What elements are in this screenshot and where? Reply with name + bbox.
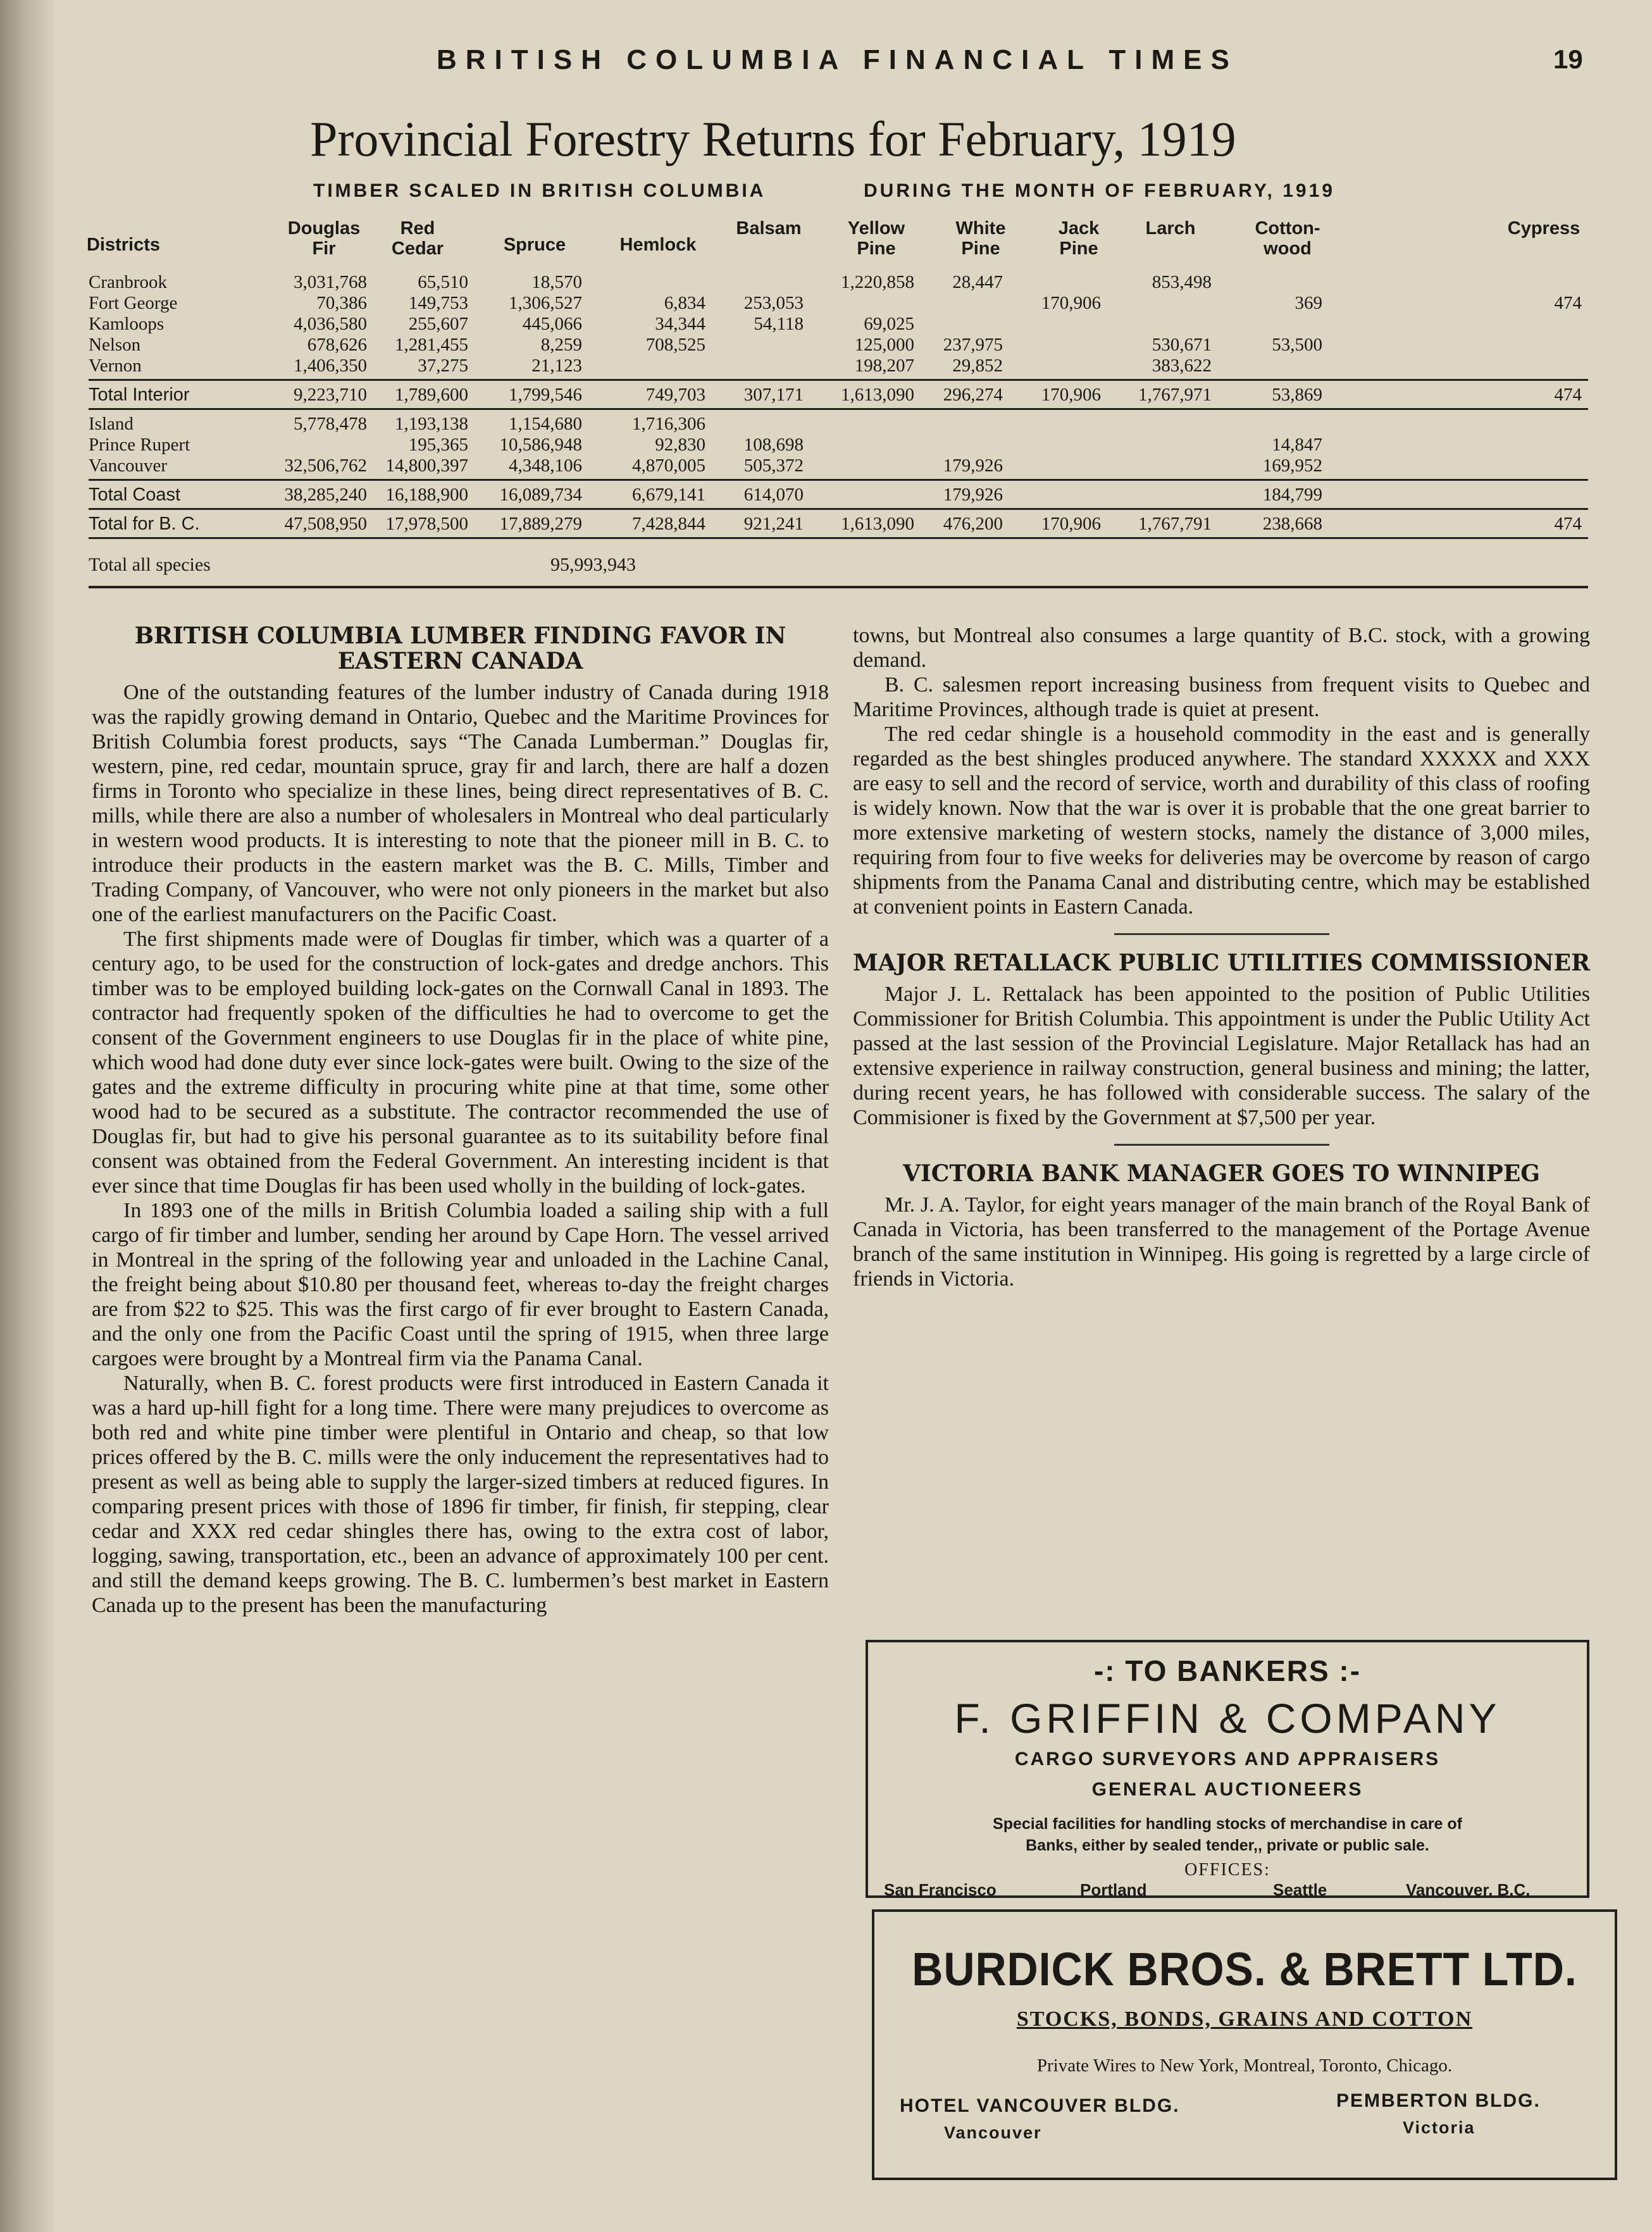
cell-douglas-fir: 38,285,240 <box>284 485 367 505</box>
cell-spruce: 1,799,546 <box>509 385 582 405</box>
cell-hemlock: 4,870,005 <box>632 456 705 476</box>
column-header-yellow-pine: Yellow Pine <box>847 218 905 259</box>
cell-hemlock: 708,525 <box>645 335 705 355</box>
row-label: Vancouver <box>89 456 168 476</box>
article-paragraph: The red cedar shingle is a household commodity in the east and is generally regarded as the best shingles produced anywhere. The standard XXXXX and XXX are easy to sell and the record of service, worth and durability of this class of roofing is widely known. Now that the war is over it is probable that the one great barrier to more extensive marketing of western stocks, namely the distance of 3,000 miles, requiring from four to five weeks for deliveries may be overcome by reason of cargo shipments from the Panama Canal and distributing centre, which may be established at convenient points in Eastern Canada. <box>853 722 1590 919</box>
cell-white-pine: 296,274 <box>943 385 1003 405</box>
cell-red-cedar: 1,193,138 <box>395 414 468 434</box>
table-bottom-rule <box>89 586 1588 588</box>
column-header-larch: Larch <box>1145 218 1196 239</box>
cell-douglas-fir: 4,036,580 <box>294 314 367 334</box>
cell-red-cedar: 16,188,900 <box>385 485 468 505</box>
ad-company-name: F. GRIFFIN & COMPANY <box>954 1695 1501 1742</box>
cell-jack-pine: 170,906 <box>1041 293 1101 313</box>
article-headline-lumber: BRITISH COLUMBIA LUMBER FINDING FAVOR IN EASTERN CANADA <box>134 623 786 674</box>
forestry-returns-table <box>86 218 1588 588</box>
table-row <box>89 456 1588 476</box>
cell-yellow-pine: 1,613,090 <box>841 385 914 405</box>
cell-larch: 1,767,791 <box>1138 514 1212 534</box>
cell-spruce: 17,889,279 <box>499 514 582 534</box>
table-row <box>89 314 1588 335</box>
table-rule <box>89 537 1588 539</box>
cell-jack-pine: 170,906 <box>1041 385 1101 405</box>
cell-balsam: 54,118 <box>754 314 804 334</box>
cell-douglas-fir: 1,406,350 <box>294 356 367 376</box>
ad-service-line: GENERAL AUCTIONEERS <box>1091 1779 1363 1800</box>
ad-addresses <box>874 2090 1615 2165</box>
column-header-white-pine: White Pine <box>955 218 1006 259</box>
cell-spruce: 21,123 <box>531 356 582 376</box>
cell-yellow-pine: 1,613,090 <box>841 514 914 534</box>
cell-larch: 383,622 <box>1152 356 1212 376</box>
article-headline-retallack: MAJOR RETALLACK PUBLIC UTILITIES COMMISSIONER <box>853 950 1590 976</box>
ad-address-city: Vancouver <box>944 2123 1042 2142</box>
cell-hemlock: 6,834 <box>664 293 705 313</box>
cell-douglas-fir: 47,508,950 <box>284 514 367 534</box>
cell-balsam: 614,070 <box>743 485 804 505</box>
ad-address-city: Victoria <box>1403 2118 1475 2137</box>
cell-spruce: 8,259 <box>540 335 582 355</box>
total-row <box>89 514 1588 535</box>
cell-red-cedar: 1,789,600 <box>395 385 468 405</box>
page-gutter-shadow <box>0 0 57 2232</box>
page-header <box>0 44 1652 82</box>
cell-cottonwood: 238,668 <box>1262 514 1322 534</box>
table-row <box>89 435 1588 456</box>
cell-white-pine: 476,200 <box>943 514 1003 534</box>
cell-white-pine: 28,447 <box>952 272 1003 292</box>
cell-larch: 1,767,971 <box>1138 385 1212 405</box>
total-row <box>89 385 1588 406</box>
row-label: Fort George <box>89 293 178 313</box>
cell-balsam: 108,698 <box>743 435 804 455</box>
table-row <box>89 356 1588 376</box>
article-paragraph: Mr. J. A. Taylor, for eight years manager of the main branch of the Royal Bank of Canada in Victoria, has been transferred to the management of the Portage Avenue branch of the same institution in Winnipeg. His going is regretted by a large circle of friends in Victoria. <box>853 1193 1590 1291</box>
cell-douglas-fir: 3,031,768 <box>294 272 367 292</box>
cell-balsam: 505,372 <box>743 456 804 476</box>
cell-larch: 530,671 <box>1152 335 1212 355</box>
row-label: Total for B. C. <box>89 514 200 534</box>
cell-white-pine: 179,926 <box>943 485 1003 505</box>
cell-cypress: 474 <box>1554 385 1582 405</box>
cell-cottonwood: 184,799 <box>1262 485 1322 505</box>
ad-service-line: CARGO SURVEYORS AND APPRAISERS <box>1014 1749 1441 1770</box>
cell-yellow-pine: 125,000 <box>854 335 914 355</box>
article-paragraph: In 1893 one of the mills in British Columbia loaded a sailing ship with a full cargo of fir timber and lumber, sending her around by Cape Horn. The vessel arrived in Montreal in the spring of the following year and unloaded in the Lachine Canal, the freight being about $10.80 per thousand feet, whereas to-day the freight charges are from $22 to $25. This was the first cargo of fir ever brought to Eastern Canada, and the only one from the Pacific Coast until the spring of 1915, when three large cargoes were brought by a Montreal firm via the Panama Canal. <box>92 1199 829 1370</box>
ad-wires-line: Private Wires to New York, Montreal, Toronto, Chicago. <box>1036 2055 1453 2076</box>
ad-offices-label: OFFICES: <box>1184 1860 1270 1880</box>
table-rule <box>89 379 1588 381</box>
cell-spruce: 1,306,527 <box>509 293 582 313</box>
column-header-douglas-fir: Douglas Fir <box>287 218 361 259</box>
article-paragraph: One of the outstanding features of the lumber industry of Canada during 1918 was the rapidly growing demand in Ontario, Quebec and the Maritime Provinces for British Columbia forest products, says “The Canada Lumberman.” Douglas fir, western, pine, red cedar, mountain spruce, gray fir and larch, there are half a dozen firms in Toronto who specialize in these lines, being direct representatives of B. C. mills, while there are also a number of wholesalers in Montreal who deal particularly in western wood products. It is interesting to note that the pioneer mill in B. C. to introduce their products in the eastern market was the B. C. Mills, Timber and Trading Company, of Vancouver, who were not only pioneers in the market but also one of the earliest manufacturers on the Pacific Coast. <box>92 681 829 926</box>
article-paragraph: Major J. L. Rettalack has been appointed to the position of Public Utilities Commissioner for British Columbia. This appointment is under the Public Utility Act passed at the last session of the Provincial Legislature. Major Retallack has had an extensive experience in railway construction, general business and mining; the latter, during recent years, he has followed with considerable success. The salary of the Commisioner is fixed by the Government at $7,500 per year. <box>853 983 1590 1129</box>
ad-company-name: BURDICK BROS. & BRETT LTD. <box>912 1943 1577 1995</box>
cell-douglas-fir: 9,223,710 <box>294 385 367 405</box>
left-column <box>92 623 829 1618</box>
cell-red-cedar: 255,607 <box>408 314 468 334</box>
cell-spruce: 18,570 <box>531 272 582 292</box>
article-separator <box>1114 933 1329 935</box>
cell-douglas-fir: 678,626 <box>307 335 367 355</box>
interior-rows <box>89 272 1588 376</box>
cell-spruce: 1,154,680 <box>509 414 582 434</box>
row-label: Total Coast <box>89 485 181 505</box>
page-number: 19 <box>1553 44 1583 74</box>
total-all-label: Total all species <box>89 554 211 575</box>
total-bc-row <box>89 514 1588 535</box>
row-label: Cranbrook <box>89 272 168 292</box>
cell-douglas-fir: 70,386 <box>316 293 367 313</box>
ad-address-building: PEMBERTON BLDG. <box>1336 2090 1541 2111</box>
cell-yellow-pine: 198,207 <box>854 356 914 376</box>
cell-balsam: 253,053 <box>743 293 804 313</box>
cell-jack-pine: 170,906 <box>1041 514 1101 534</box>
ad-note-line: Banks, either by sealed tender,, private or public sale. <box>1026 1837 1429 1854</box>
column-header-spruce: Spruce <box>503 235 566 255</box>
cell-larch: 853,498 <box>1152 272 1212 292</box>
column-header-cypress: Cypress <box>1507 218 1581 239</box>
cell-red-cedar: 37,275 <box>418 356 468 376</box>
table-row <box>89 335 1588 356</box>
table-row <box>89 293 1588 314</box>
row-label: Total Interior <box>89 385 190 405</box>
cell-red-cedar: 149,753 <box>408 293 468 313</box>
cell-white-pine: 237,975 <box>943 335 1003 355</box>
cell-cottonwood: 14,847 <box>1272 435 1322 455</box>
ad-address-building: HOTEL VANCOUVER BLDG. <box>900 2095 1180 2116</box>
cell-red-cedar: 195,365 <box>408 435 468 455</box>
cell-hemlock: 1,716,306 <box>632 414 705 434</box>
office-city: Vancouver, B.C. <box>1406 1880 1531 1899</box>
cell-cypress: 474 <box>1554 514 1582 534</box>
column-header-red-cedar: Red Cedar <box>391 218 444 259</box>
table-header <box>86 218 1588 272</box>
ad-office-cities <box>868 1880 1587 1906</box>
cell-balsam: 307,171 <box>743 385 804 405</box>
cell-yellow-pine: 1,220,858 <box>841 272 914 292</box>
griffin-advertisement <box>866 1640 1589 1898</box>
table-subtitle-right: DURING THE MONTH OF FEBRUARY, 1919 <box>864 180 1335 201</box>
cell-cypress: 474 <box>1554 293 1582 313</box>
cell-spruce: 16,089,734 <box>499 485 582 505</box>
cell-white-pine: 29,852 <box>952 356 1003 376</box>
column-header-cottonwood: Cotton- wood <box>1255 218 1320 259</box>
table-rule <box>89 479 1588 481</box>
column-header-hemlock: Hemlock <box>619 235 697 255</box>
cell-spruce: 4,348,106 <box>509 456 582 476</box>
cell-red-cedar: 17,978,500 <box>385 514 468 534</box>
column-header-balsam: Balsam <box>736 218 802 239</box>
office-city: Portland <box>1080 1880 1147 1899</box>
column-header-jack-pine: Jack Pine <box>1058 218 1100 259</box>
article-paragraph: Naturally, when B. C. forest products were first introduced in Eastern Canada it was a hard up-hill fight for a long time. There were many prejudices to overcome as both red and white pine timber were plentiful in Ontario and cheap, so that low prices offered by the B. C. mills were the only inducement the representatives had to present as well as being able to supply the larger-sized timbers at reduced figures. In comparing present prices with those of 1896 fir timber, fir finish, fir stepping, clear cedar and XXX red cedar shingles there has, owing to the extra cost of labor, logging, sawing, transportation, etc., been an advance of approximately 100 per cent. and still the demand keeps growing. The B. C. lumbermen’s best market in Eastern Canada up to the present has been the manufacturing <box>92 1372 829 1617</box>
ad-note-line: Special facilities for handling stocks of merchandise in care of <box>993 1815 1462 1833</box>
right-column <box>853 623 1590 1291</box>
cell-spruce: 10,586,948 <box>499 435 582 455</box>
ad-heading: -: TO BANKERS :- <box>1093 1654 1362 1687</box>
office-city: San Francisco <box>884 1880 997 1899</box>
cell-white-pine: 179,926 <box>943 456 1003 476</box>
burdick-advertisement <box>872 1909 1617 2180</box>
cell-cottonwood: 369 <box>1295 293 1322 313</box>
cell-red-cedar: 65,510 <box>418 272 468 292</box>
cell-red-cedar: 1,281,455 <box>395 335 468 355</box>
cell-hemlock: 6,679,141 <box>632 485 705 505</box>
cell-balsam: 921,241 <box>743 514 804 534</box>
total-all-value: 95,993,943 <box>550 554 636 575</box>
article-headline-taylor: VICTORIA BANK MANAGER GOES TO WINNIPEG <box>902 1160 1541 1187</box>
coast-rows <box>89 414 1588 476</box>
cell-cottonwood: 53,500 <box>1272 335 1322 355</box>
table-row <box>89 414 1588 435</box>
ad-business-line: STOCKS, BONDS, GRAINS AND COTTON <box>1016 2007 1473 2031</box>
cell-douglas-fir: 5,778,478 <box>294 414 367 434</box>
article-paragraph: B. C. salesmen report increasing business from frequent visits to Quebec and Maritime Provinces, although trade is quiet at present. <box>853 673 1590 721</box>
row-label: Kamloops <box>89 314 165 334</box>
cell-cottonwood: 169,952 <box>1262 456 1322 476</box>
row-label: Vernon <box>89 356 142 376</box>
cell-douglas-fir: 32,506,762 <box>284 456 367 476</box>
article-paragraph: The first shipments made were of Douglas fir timber, which was a quarter of a century ago, to be used for the construction of lock-gates and dredge anchors. This timber was to be employed building lock-gates on the Cornwall Canal in 1893. The contractor had frequently spoken of the difficulties he had to overcome to get the consent of the Government engineers to use Douglas fir in the place of white pine, which wood had done duty ever since lock-gates were built. Owing to the size of the gates and the extreme difficulty in procuring white pine at that time, some other wood had to be secured as a substitute. The contractor recommended the use of Douglas fir, but had to give his personal guarantee as to its suitability before final consent was obtained from the Federal Government. An interesting incident is that ever since that time Douglas fir has been used wholly in the building of lock-gates. <box>92 927 829 1198</box>
cell-hemlock: 7,428,844 <box>632 514 705 534</box>
article-separator <box>1114 1144 1329 1146</box>
table-subtitle-left: TIMBER SCALED IN BRITISH COLUMBIA <box>313 180 766 201</box>
row-label: Prince Rupert <box>89 435 190 455</box>
row-label: Nelson <box>89 335 141 355</box>
cell-yellow-pine: 69,025 <box>864 314 914 334</box>
cell-hemlock: 92,830 <box>655 435 705 455</box>
running-head: BRITISH COLUMBIA FINANCIAL TIMES <box>437 44 1238 75</box>
cell-hemlock: 34,344 <box>655 314 705 334</box>
total-row <box>89 485 1588 505</box>
row-label: Island <box>89 414 134 434</box>
cell-red-cedar: 14,800,397 <box>385 456 468 476</box>
column-header-district: Districts <box>86 235 161 255</box>
total-all-species <box>89 545 1588 583</box>
total-coast-row <box>89 485 1588 505</box>
article-paragraph: towns, but Montreal also consumes a large quantity of B.C. stock, with a growing demand. <box>853 624 1590 672</box>
table-rule <box>89 408 1588 410</box>
cell-hemlock: 749,703 <box>645 385 705 405</box>
table-rule <box>89 508 1588 510</box>
table-row <box>89 272 1588 293</box>
cell-spruce: 445,066 <box>522 314 582 334</box>
total-interior-row <box>89 385 1588 406</box>
cell-cottonwood: 53,869 <box>1272 385 1322 405</box>
office-city: Seattle <box>1273 1880 1327 1899</box>
page-title: Provincial Forestry Returns for February, 1919 <box>310 111 1236 166</box>
